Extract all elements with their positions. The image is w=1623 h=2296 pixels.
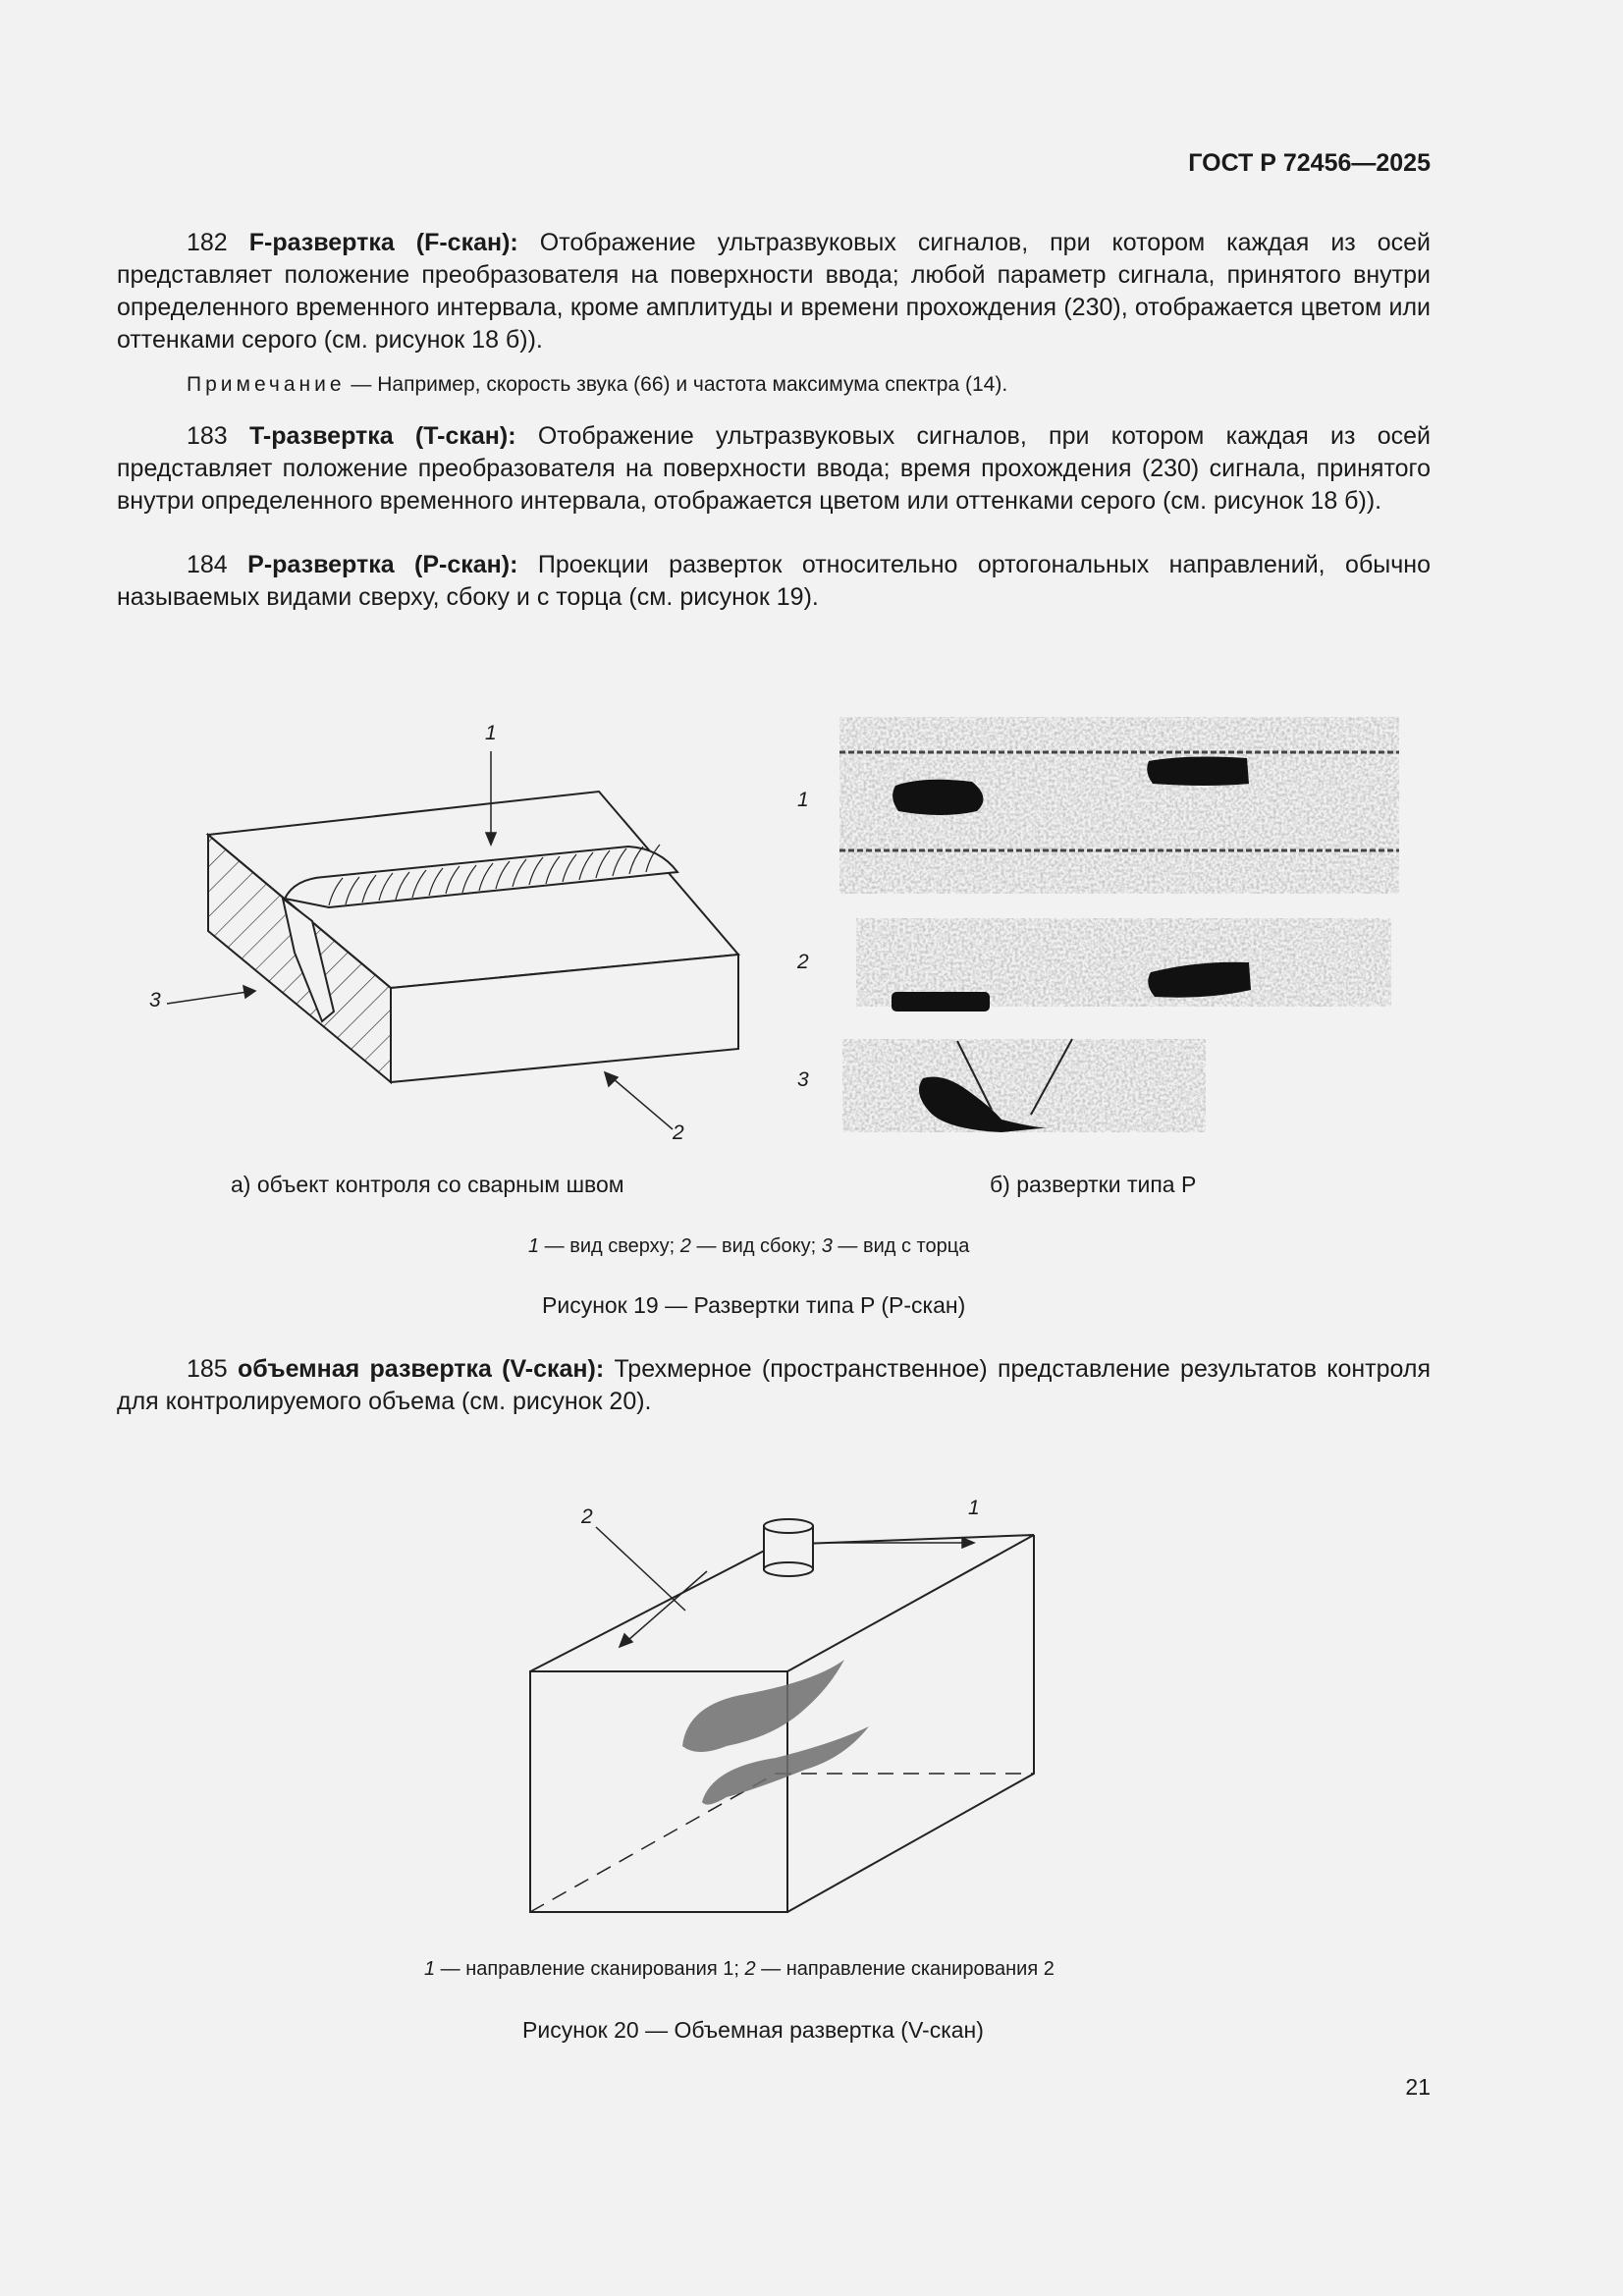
entry-term: объемная развертка (V-скан):: [237, 1355, 605, 1383]
p-scan-images: [839, 715, 1404, 1135]
label-direction-2: 2: [581, 1505, 593, 1528]
figure19-legend: [528, 1235, 969, 1258]
entry-definition: Отображение ультразвуковых сигналов, при котором каждая из осей представляет положение преобразователя на поверхности ввода; любой параметр сигнала, принятого внутри определенного временного интервала, кроме амплитуды и времени прохождения (230), отображается цветом или оттенками серого (см. рисунок 18 б)).: [117, 229, 1432, 354]
entry-term: F-развертка (F-скан):: [248, 229, 518, 256]
legend-text: — направление сканирования 2: [755, 1958, 1055, 1980]
page-number: 21: [1405, 2074, 1431, 2100]
legend-num: 3: [821, 1235, 833, 1257]
legend-text: — вид сбоку;: [690, 1235, 822, 1257]
entry-number: 183: [187, 422, 228, 450]
weld-object-drawing: [137, 717, 766, 1159]
legend-text: — вид с торца: [832, 1235, 970, 1257]
scan-label-2: 2: [797, 951, 809, 973]
note: [187, 373, 1007, 397]
note-text: — Например, скорость звука (66) и частота максимума спектра (14).: [351, 373, 1008, 396]
entry-number: 184: [187, 551, 228, 578]
entry-183: [117, 420, 1431, 518]
entry-term: T-развертка (T-скан):: [249, 422, 516, 450]
label-side-view: 2: [673, 1121, 684, 1144]
label-top-view: 1: [485, 722, 497, 744]
legend-num: 1: [528, 1235, 540, 1257]
legend-text: — направление сканирования 1;: [435, 1958, 745, 1980]
entry-182: [117, 227, 1431, 356]
document-header: ГОСТ Р 72456—2025: [1188, 149, 1431, 177]
legend-num: 2: [744, 1958, 756, 1980]
caption-b: б) развертки типа P: [990, 1172, 1197, 1197]
scan-label-3: 3: [797, 1068, 809, 1091]
entry-term: P-развертка (P-скан):: [247, 551, 518, 578]
note-label: Примечание: [187, 373, 346, 396]
figure20-legend: [424, 1958, 1055, 1981]
scan-label-1: 1: [797, 789, 809, 811]
figure20-title: Рисунок 20 — Объемная развертка (V-скан): [522, 2017, 984, 2043]
scan-end-view: [842, 1039, 1206, 1132]
entry-number: 185: [187, 1355, 228, 1383]
entry-184: [117, 549, 1431, 614]
legend-text: — вид сверху;: [539, 1235, 680, 1257]
entry-number: 182: [187, 229, 228, 256]
entry-definition: Отображение ультразвуковых сигналов, при котором каждая из осей представляет положение преобразователя на поверхности ввода; время прохождения (230) сигнала, принятого внутри определенного временного интервала, отображается цветом или оттенками серого (см. рисунок 18 б)).: [117, 422, 1432, 515]
caption-a: а) объект контроля со сварным швом: [231, 1172, 624, 1197]
entry-definition: Трехмерное (пространственное) представление результатов контроля для контролируемого объема (см. рисунок 20).: [117, 1355, 1431, 1415]
volume-scan-drawing: [520, 1493, 1070, 1925]
entry-definition: Проекции разверток относительно ортогональных направлений, обычно называемых видами сверху, сбоку и с торца (см. рисунок 19).: [117, 551, 1431, 611]
label-direction-1: 1: [968, 1497, 980, 1519]
legend-num: 1: [424, 1958, 436, 1980]
label-end-view: 3: [149, 989, 161, 1011]
legend-num: 2: [679, 1235, 691, 1257]
entry-185: [117, 1353, 1431, 1418]
figure19-title: Рисунок 19 — Развертки типа P (P-скан): [542, 1292, 966, 1318]
